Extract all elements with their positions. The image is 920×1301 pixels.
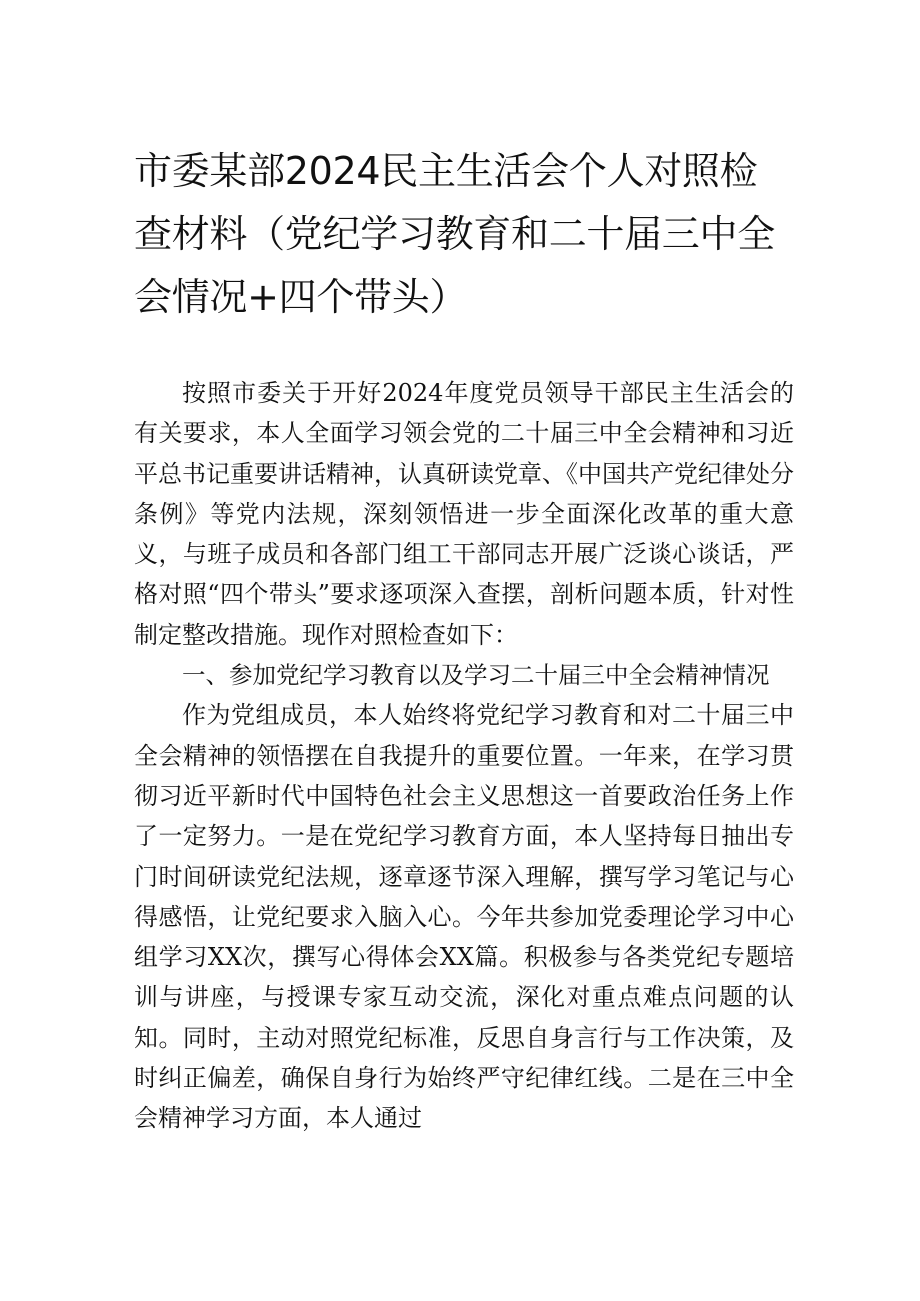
- document-title: 市委某部2024民主生活会个人对照检查材料（党纪学习教育和二十届三中全会情况+四个带头）: [134, 149, 775, 319]
- section-paragraph: 作为党组成员，本人始终将党纪学习教育和对二十届三中全会精神的领悟摆在自我提升的重要位置。一年来，在学习贯彻习近平新时代中国特色社会主义思想这一首要政治任务上作了一定努力。一是在党纪学习教育方面，本人坚持每日抽出专门时间研读党纪法规，逐章逐节深入理解，撰写学习笔记与心得感悟，让党纪要求入脑入心。今年共参加党委理论学习中心组学习XX次，撰写心得体会XX篇。积极参与各类党纪专题培训与讲座，与授课专家互动交流，深化对重点难点问题的认知。同时，主动对照党纪标准，反思自身言行与工作决策，及时纠正偏差，确保自身行为始终严守纪律红线。二是在三中全会精神学习方面，本人通过: [134, 701, 794, 1133]
- document-body: [134, 373, 794, 1139]
- intro-paragraph: 按照市委关于开好2024年度党员领导干部民主生活会的有关要求，本人全面学习领会党的二十届三中全会精神和习近平总书记重要讲话精神，认真研读党章、《中国共产党纪律处分条例》等党内法规，深刻领悟进一步全面深化改革的重大意义，与班子成员和各部门组工干部同志开展广泛谈心谈话，严格对照“四个带头”要求逐项深入查摆，剖析问题本质，针对性制定整改措施。现作对照检查如下：: [134, 379, 794, 649]
- section-heading: 一、参加党纪学习教育以及学习二十届三中全会精神情况: [182, 661, 770, 690]
